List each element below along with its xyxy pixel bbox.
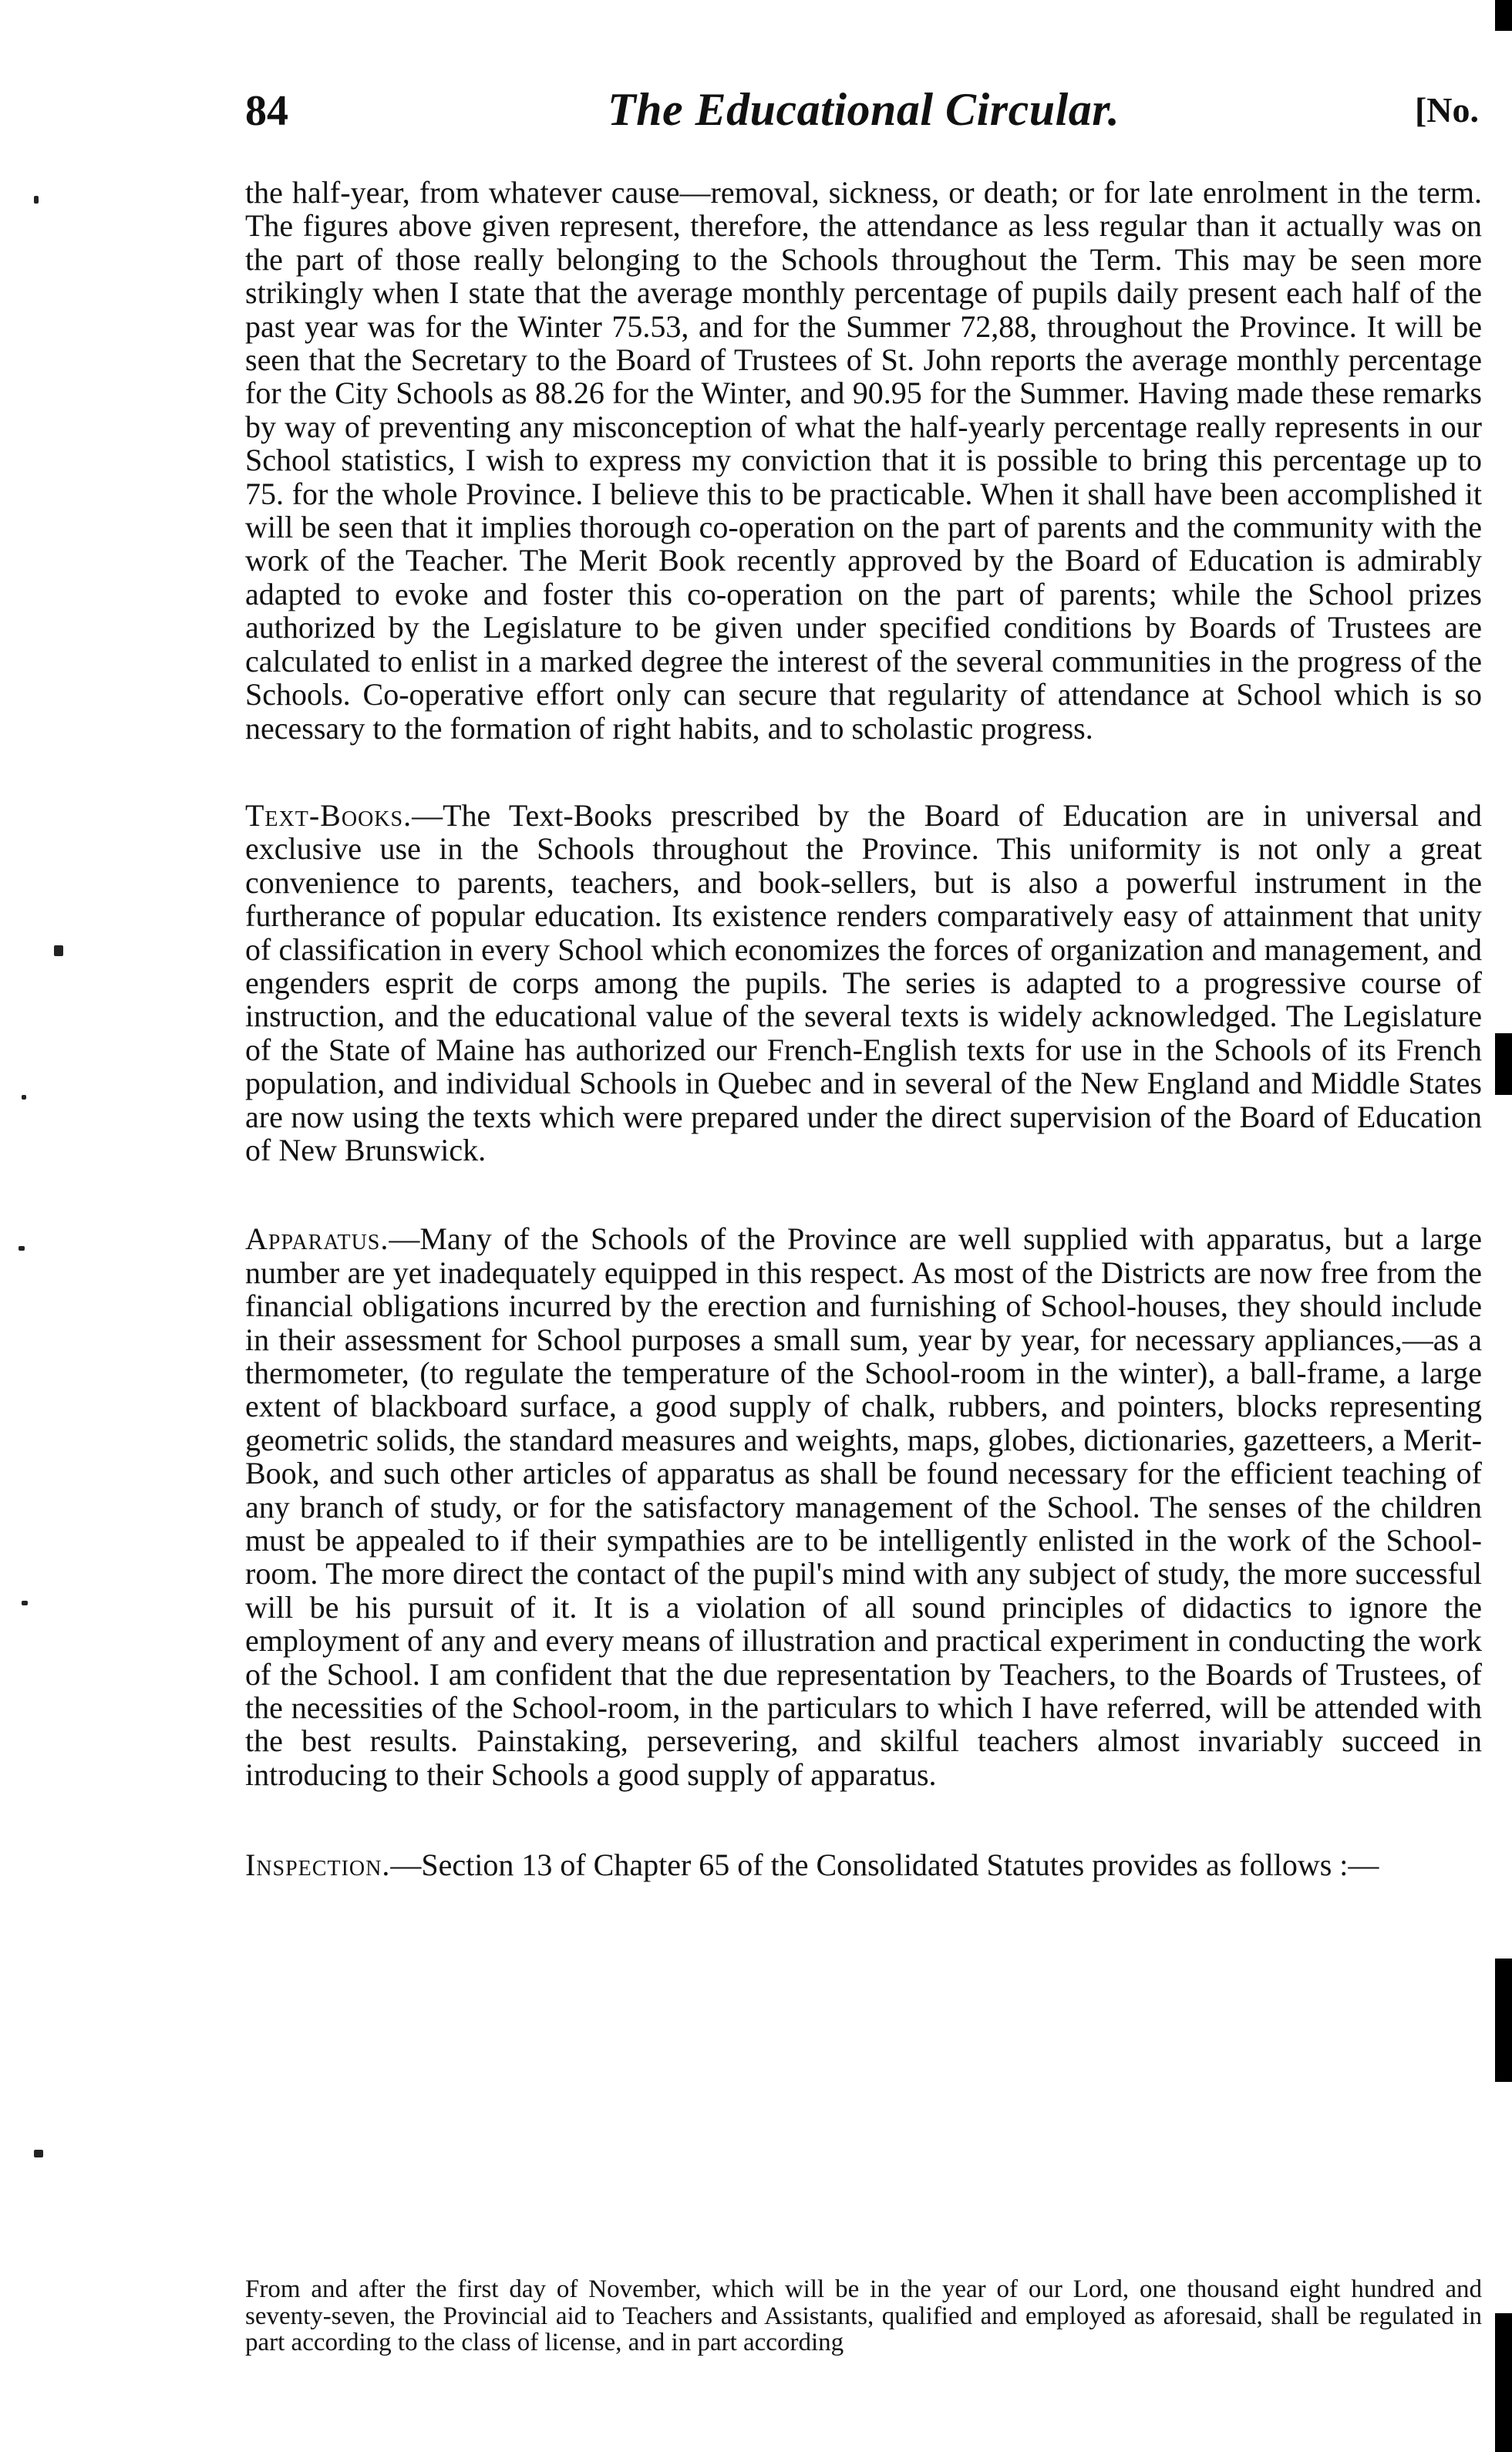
running-header bbox=[245, 86, 1479, 140]
paragraph-attendance: the half-year, from whatever cause—removal, sickness, or death; or for late enrolment in the term. The figures above given represent, therefore, the attendance as less regular than it actually was on the part of those really belonging to the Schools throughout the Term. This may be seen more strikingly when I state that the average monthly percentage of pupils daily present each half of the past year was for the Winter 75.53, and for the Summer 72,88, throughout the Province. It will be seen that the Secretary to the Board of Trustees of St. John reports the average monthly percentage for the City Schools as 88.26 for the Winter, and 90.95 for the Summer. Having made these remarks by way of preventing any misconception of what the half-yearly percentage really represents in our School statistics, I wish to express my conviction that it is possible to bring this percentage up to 75. for the whole Province. I believe this to be practicable. When it shall have been accomplished it will be seen that it implies thorough co-operation on the part of parents and the community with the work of the Teacher. The Merit Book recently approved by the Board of Education is admirably adapted to evoke and foster this co-operation on the part of parents; while the School prizes authorized by the Legislature to be given under specified conditions by Boards of Trustees are calculated to enlist in a marked degree the interest of the several communities in the progress of the Schools. Co-operative effort only can secure that regularity of attendance at School which is so necessary to the formation of right habits, and to scholastic progress. bbox=[245, 175, 1482, 746]
section-heading-inspection: Inspection. bbox=[245, 1847, 391, 1883]
running-title: The Educational Circular. bbox=[608, 84, 1120, 135]
paragraph-apparatus-body: —Many of the Schools of the Province are well supplied with apparatus, but a large number are yet inadequately equipped in this respect. As most of the Districts are now free from the financial obligations incurred by the erection and furnishing of School-houses, they should include in their assessment for School purposes a small sum, year by year, for necessary appliances,—as a thermometer, (to regulate the temperature of the School-room in the winter), a ball-frame, a large extent of blackboard surface, a good supply of chalk, rubbers, and pointers, blocks representing geometric solids, the standard measures and weights, maps, globes, dictionaries, gazetteers, a Merit-Book, and such other articles of apparatus as shall be found necessary for the efficient teaching of any branch of study, or for the satisfactory management of the School. The senses of the children must be appealed to if their sympathies are to be intelligently enlisted in the work of the School-room. The more direct the contact of the pupil's mind with any subject of study, the more successful will be his pursuit of it. It is a violation of all sound principles of didactics to ignore the employment of any and every means of illustration and practical experiment in conducting the work of the School. I am confident that the due representation by Teachers, to the Boards of Trustees, of the necessities of the School-room, in the particulars to which I have referred, will be attended with the best results. Painstaking, persevering, and skilful teachers almost invariably succeed in introducing to their Schools a good supply of apparatus. bbox=[245, 1221, 1482, 1792]
paragraph-inspection bbox=[245, 1848, 1482, 1881]
margin-speck bbox=[22, 1095, 26, 1100]
margin-speck bbox=[34, 2150, 43, 2157]
scan-edge-gap bbox=[1495, 31, 1512, 1033]
paragraph-text-books-body: —The Text-Books prescribed by the Board of Education are in universal and exclusive use in the Schools throughout the Province. This uniformity is not only a great convenience to parents, teachers, and book-sellers, but is also a powerful instrument in the furtherance of popular education. Its existence renders comparatively easy of attainment that unity of classification in every School which economizes the forces of organization and management, and engenders esprit de corps among the pupils. The series is adapted to a progressive course of instruction, and the educational value of the several texts is widely acknowledged. The Legislature of the State of Maine has authorized our French-English texts for use in the Schools of its French population, and individual Schools in Quebec and in several of the New England and Middle States are now using the texts which were prepared under the direct supervision of the Board of Education of New Brunswick. bbox=[245, 797, 1482, 1167]
paragraph-text-books bbox=[245, 799, 1482, 1167]
section-heading-text-books: Text-Books. bbox=[245, 797, 413, 833]
margin-speck bbox=[54, 945, 63, 956]
page-number: 84 bbox=[245, 87, 288, 135]
section-heading-apparatus: Apparatus. bbox=[245, 1221, 389, 1257]
body-text bbox=[245, 176, 1482, 1882]
statute-quotation: From and after the first day of November, which will be in the year of our Lord, one thousand eight hundred and seventy-seven, the Provincial aid to Teachers and Assistants, qualified and employed as aforesaid, shall be regulated in part according to the class of license, and in part according bbox=[245, 2275, 1482, 2356]
paragraph-inspection-body: —Section 13 of Chapter 65 of the Consolidated Statutes provides as follows :— bbox=[390, 1847, 1379, 1883]
margin-speck bbox=[22, 1601, 28, 1605]
margin-speck bbox=[34, 196, 39, 204]
issue-label: [No. bbox=[1414, 90, 1479, 130]
scan-edge-gap bbox=[1495, 2082, 1512, 2313]
margin-speck bbox=[19, 1246, 25, 1251]
scan-edge-gap bbox=[1495, 1095, 1512, 1959]
paragraph-apparatus bbox=[245, 1222, 1482, 1791]
